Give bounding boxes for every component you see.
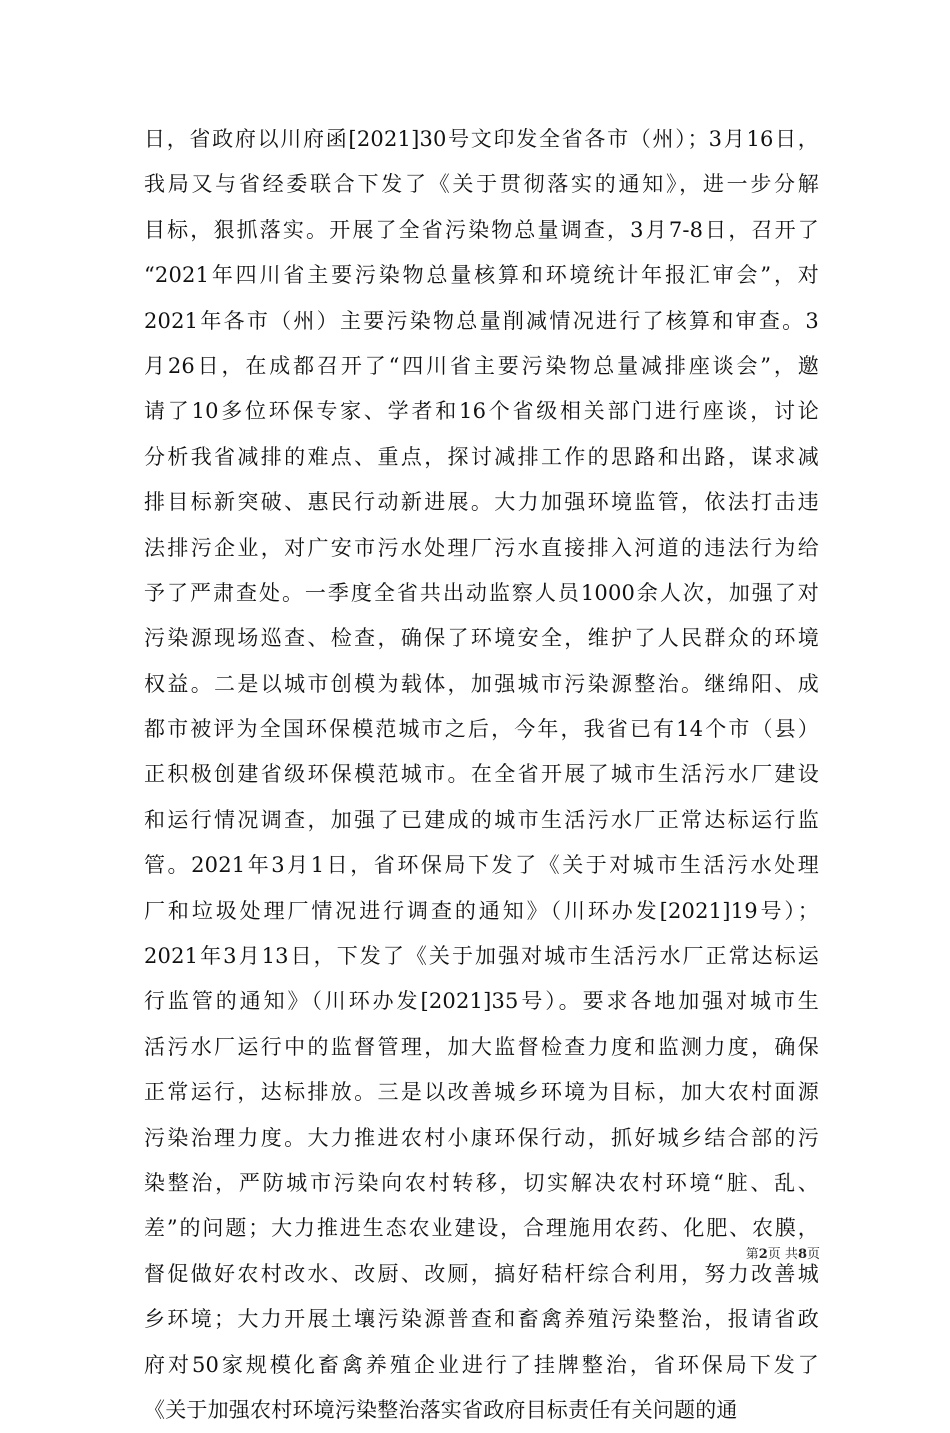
text-line: 我局又与省经委联合下发了《关于贯彻落实的通知》，进一步分解	[144, 172, 819, 197]
text-line: 乡环境；大力开展土壤污染源普查和畜禽养殖污染整治，报请省政	[144, 1307, 819, 1332]
footer-middle: 页 共	[767, 1247, 798, 1262]
footer-prefix: 第	[745, 1247, 759, 1262]
footer-suffix: 页	[806, 1247, 820, 1262]
text-line: 月26日，在成都召开了“四川省主要污染物总量减排座谈会”，邀	[144, 353, 819, 378]
text-line: 法排污企业，对广安市污水处理厂污水直接排入河道的违法行为给	[144, 535, 819, 560]
page-number-footer	[640, 1246, 820, 1264]
text-line: 厂和垃圾处理厂情况进行调查的通知》（川环办发[2021]19号）；	[144, 898, 819, 923]
text-line: 日，省政府以川府函[2021]30号文印发全省各市（州）；3月16日，	[144, 127, 819, 151]
text-line: 分析我省减排的难点、重点，探讨减排工作的思路和出路，谋求减	[144, 444, 819, 469]
text-line: 行监管的通知》（川环办发[2021]35号）。要求各地加强对城市生	[144, 989, 819, 1014]
text-line: 目标，狠抓落实。开展了全省污染物总量调查，3月7-8日，召开了	[144, 217, 819, 242]
text-line: 《关于加强农村环境污染整治落实省政府目标责任有关问题的通	[144, 1397, 738, 1422]
current-page-number: 2	[758, 1247, 768, 1262]
text-line: 2021年3月13日，下发了《关于加强对城市生活污水厂正常达标运	[144, 944, 819, 969]
text-line: 都市被评为全国环保模范城市之后，今年，我省已有14个市（县）	[144, 717, 819, 742]
text-line: 和运行情况调查，加强了已建成的城市生活污水厂正常达标运行监	[144, 807, 819, 832]
total-pages-number: 8	[797, 1247, 807, 1262]
text-line: 染整治，严防城市污染向农村转移，切实解决农村环境“脏、乱、	[144, 1170, 819, 1195]
text-line: 污染源现场巡查、检查，确保了环境安全，维护了人民群众的环境	[144, 626, 819, 651]
text-line: “2021年四川省主要污染物总量核算和环境统计年报汇审会”，对	[144, 263, 819, 288]
text-line: 活污水厂运行中的监督管理，加大监督检查力度和监测力度，确保	[144, 1034, 819, 1059]
text-line: 差”的问题；大力推进生态农业建设，合理施用农药、化肥、农膜，	[144, 1216, 819, 1241]
text-line: 正积极创建省级环保模范城市。在全省开展了城市生活污水厂建设	[144, 762, 819, 787]
text-line: 2021年各市（州）主要污染物总量削减情况进行了核算和审查。3	[144, 308, 819, 333]
text-line: 予了严肃查处。一季度全省共出动监察人员1000余人次，加强了对	[144, 580, 819, 605]
text-line: 排目标新突破、惠民行动新进展。大力加强环境监管，依法打击违	[144, 490, 819, 515]
text-line: 管。2021年3月1日，省环保局下发了《关于对城市生活污水处理	[144, 853, 819, 878]
body-text	[144, 117, 819, 1433]
text-line: 污染治理力度。大力推进农村小康环保行动，抓好城乡结合部的污	[144, 1125, 819, 1150]
text-line: 请了10多位环保专家、学者和16个省级相关部门进行座谈，讨论	[144, 399, 819, 424]
text-line: 督促做好农村改水、改厨、改厕，搞好秸杆综合利用，努力改善城	[144, 1261, 819, 1286]
text-line: 权益。二是以城市创模为载体，加强城市污染源整治。继绵阳、成	[144, 671, 819, 696]
text-line: 正常运行，达标排放。三是以改善城乡环境为目标，加大农村面源	[144, 1080, 819, 1105]
text-line: 府对50家规模化畜禽养殖企业进行了挂牌整治，省环保局下发了	[144, 1352, 819, 1377]
